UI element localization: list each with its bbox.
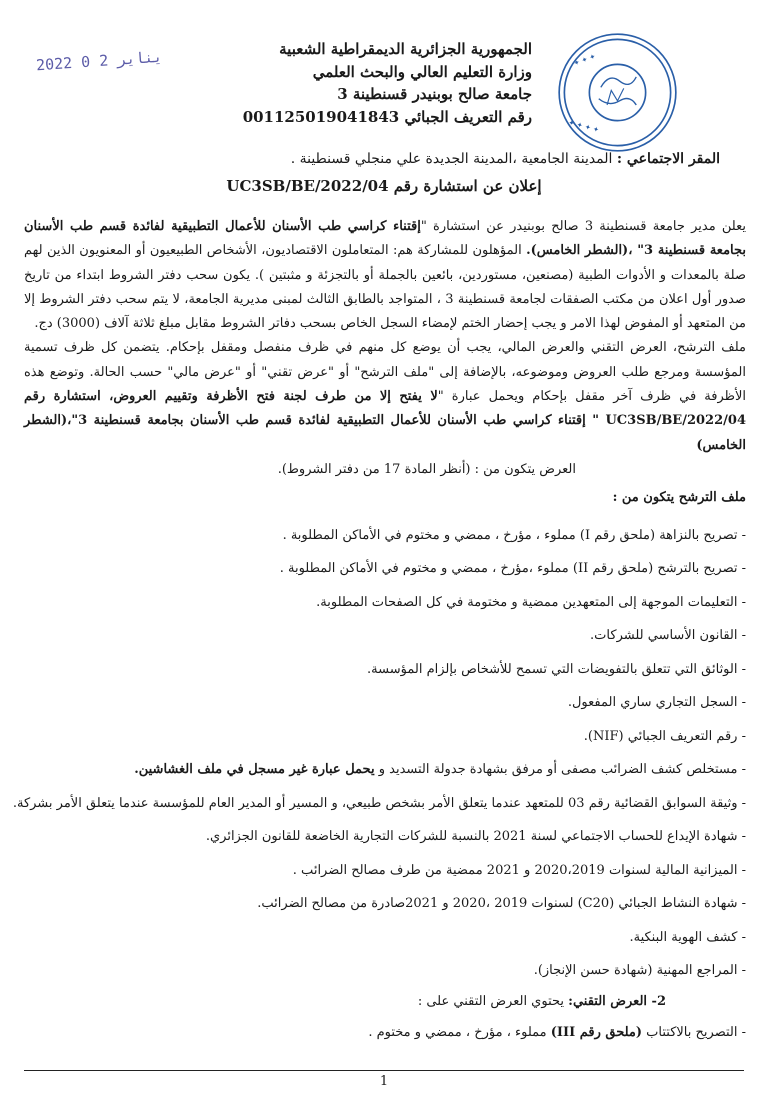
footer-divider xyxy=(24,1070,744,1071)
letterhead xyxy=(232,38,532,128)
registered-office xyxy=(291,151,720,167)
eligibility-text: المؤهلون للمشاركة هم: المتعاملون الاقتصاديون، الأشخاص الطبيعيون أو المعنويون الذين لهم صلة بالمعدات و الأدوات الطبية (مصنعين، مستوردين، بائعين بالجملة أو بالتجزئة و مثبتين ). يكون سحب دفتر الشروط ابتداء من تاريخ صدور أول اعلان من مكتب الصفقات لجامعة قسنطينة 3 ، المتواجد بالطابق الثالث لمبنى مديرية الجامعة، لا يتم سحب دفتر الشروط إلا من المتعهد أو المفوض لهذا الامر و يجب إحضار الختم لإمضاء السجل الخاص بسحب دفاتر الشروط مقابل مبلغ ثلاثة آلاف (3000) دج. xyxy=(24,243,746,332)
page-number: 1 xyxy=(379,1074,389,1089)
list-item: - رقم التعريف الجبائي (NIF). xyxy=(583,728,746,744)
technical-offer-text: يحتوي العرض التقني على : xyxy=(417,993,569,1009)
handwritten-date: 2022 يناير 2 0 xyxy=(35,47,163,75)
university-stamp xyxy=(555,30,680,155)
list-item: - شهادة النشاط الجبائي (C20) لسنوات 2019 ،2020 و 2021صادرة من مصالح الضرائب. xyxy=(257,896,746,912)
registered-office-value: المدينة الجامعية ،المدينة الجديدة علي منجلي قسنطينة . xyxy=(290,151,613,167)
republic-name: الجمهورية الجزائرية الديمقراطية الشعبية xyxy=(279,40,532,58)
list-item: - الميزانية المالية لسنوات 2020،2019 و 2021 ممضية من طرف مصالح الضرائب . xyxy=(292,862,746,878)
list-item: - وثيقة السوابق القضائية رقم 03 للمتعهد عندما يتعلق الأمر بشخص طبيعي، و المسير أو المدير العام للمؤسسة عندما يتعلق الأمر بشركة. xyxy=(12,795,746,811)
technical-offer-label: 2- العرض التقني: xyxy=(568,993,666,1009)
announcement-body xyxy=(12,215,747,1049)
list-item: - السجل التجاري ساري المفعول. xyxy=(567,695,746,711)
technical-offer-heading xyxy=(24,990,746,1014)
list-item: - تصريح بالترشح (ملحق رقم II) مملوء ،مؤرخ ، ممضي و مختوم في الأماكن المطلوبة . xyxy=(279,561,746,577)
registered-office-label: المقر الاجتماعي : xyxy=(616,151,720,167)
intro-paragraph xyxy=(24,215,746,336)
list-item: - القانون الأساسي للشركات. xyxy=(590,628,746,644)
envelope-text: ملف الترشح، العرض التقني والعرض المالي، يجب أن يوضع كل منهم في ظرف منفصل ومقفل بإحكام. يتضمن كل ظرف تسمية المؤسسة ومرجع طلب العروض وموضوعه، بالإضافة إلى "ملف الترشح" أو "عرض تقني" أو "عرض مالي" حسب الحالة. وتوضع هذه الأظرفة في ظرف آخر مقفل بإحكام ويحمل عبارة " xyxy=(24,340,746,405)
tax-id: رقم التعريف الجبائي 001125019041843 xyxy=(242,107,532,126)
envelope-inscription: لا يفتح إلا من طرف لجنة فتح الأظرفة وتقييم العروض، استشارة رقم 04/UC3SB/BE/2022 " إقتناء كراسي طب الأسنان للأعمال التطبيقية لفائدة قسم طب الأسنان بجامعة قسنطينة 3"،(الشطر الخامس) xyxy=(24,389,746,453)
list-item: - مستخلص كشف الضرائب مصفى أو مرفق بشهادة جدولة التسديد و يحمل عبارة غير مسجل في ملف الغشاشين. xyxy=(134,762,746,778)
university-name: جامعة صالح بوبنيدر قسنطينة 3 xyxy=(337,85,532,103)
technical-documents-list xyxy=(24,1016,746,1050)
list-item: - الوثائق التي تتعلق بالتفويضات التي تسمح للأشخاص بإلزام المؤسسة. xyxy=(367,661,746,677)
required-documents-list xyxy=(12,519,746,988)
intro-subject: إقتناء كراسي طب الأسنان للأعمال التطبيقية لفائدة قسم طب الأسنان بجامعة قسنطينة 3" ،(الشطر الخامس). xyxy=(24,219,747,259)
svg-text:✦ ✦ ✦: ✦ ✦ ✦ xyxy=(572,51,597,68)
intro-text: يعلن مدير جامعة قسنطينة 3 صالح بوبنيدر عن استشارة " xyxy=(420,219,746,234)
announcement-title: إعلان عن استشارة رقم 04/UC3SB/BE/2022 xyxy=(226,177,542,195)
svg-text:✦ ✦ ✦ ✦: ✦ ✦ ✦ ✦ xyxy=(567,117,601,135)
list-item: - التصريح بالاكتتاب (ملحق رقم III) مملوء ، مؤرخ ، ممضي و مختوم . xyxy=(368,1024,746,1040)
ministry-name: وزارة التعليم العالي والبحث العلمي xyxy=(312,62,532,81)
list-item: - كشف الهوية البنكية. xyxy=(629,929,746,945)
envelope-paragraph xyxy=(24,336,746,457)
list-item: - التعليمات الموجهة إلى المتعهدين ممضية و مختومة في كل الصفحات المطلوبة. xyxy=(316,594,746,610)
candidacy-file-heading: ملف الترشح يتكون من : xyxy=(612,490,746,506)
list-item: - تصريح بالنزاهة (ملحق رقم I) مملوء ، مؤرخ ، ممضي و مختوم في الأماكن المطلوبة . xyxy=(282,527,746,543)
list-item: - المراجع المهنية (شهادة حسن الإنجاز). xyxy=(533,963,746,979)
list-item: - شهادة الإيداع للحساب الاجتماعي لسنة 2021 بالنسبة للشركات التجارية الخاضعة للقانون الجزائري. xyxy=(205,829,746,845)
offer-composition: العرض يتكون من : (أنظر المادة 17 من دفتر الشروط). xyxy=(277,461,576,477)
